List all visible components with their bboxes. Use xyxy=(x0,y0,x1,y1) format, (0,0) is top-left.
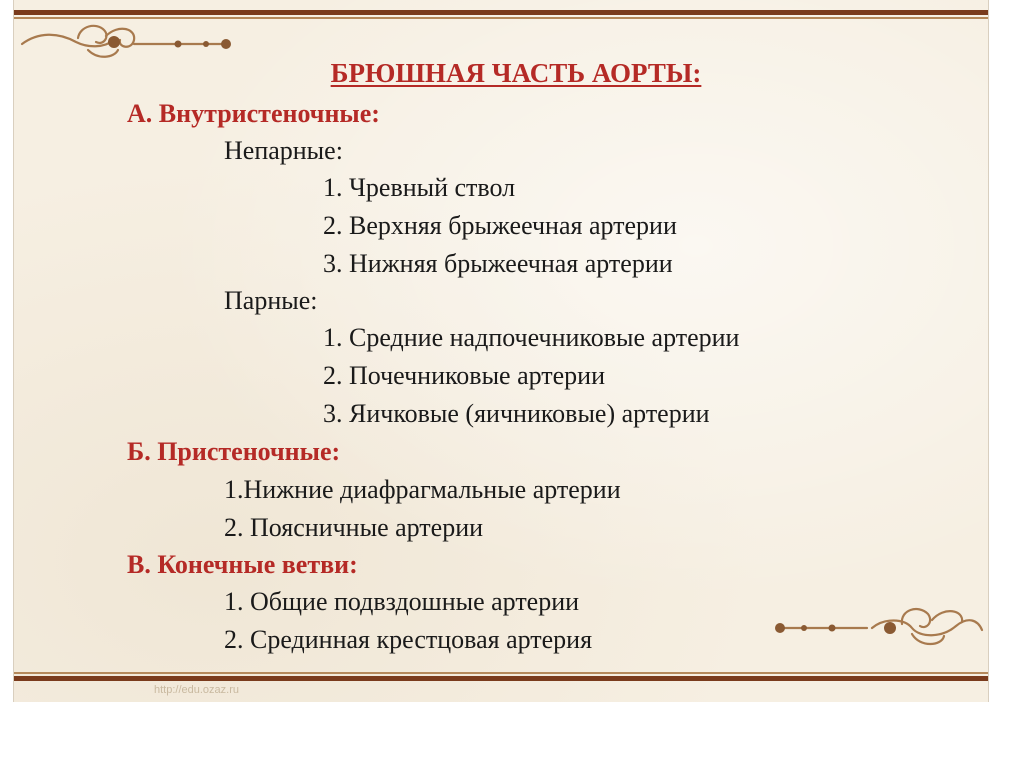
list-item: 2. Поясничные артерии xyxy=(224,513,484,542)
section-heading: А. Внутристеночные: xyxy=(127,99,380,128)
list-item: 2. Срединная крестцовая артерия xyxy=(224,625,593,654)
slide-title: БРЮШНАЯ ЧАСТЬ АОРТЫ: xyxy=(330,58,702,88)
group-label: Парные: xyxy=(224,286,318,315)
section-heading: В. Конечные ветви: xyxy=(127,550,358,579)
slide-content xyxy=(14,0,988,702)
watermark: http://edu.ozaz.ru xyxy=(154,684,239,696)
list-item: 2. Верхняя брыжеечная артерии xyxy=(323,211,677,240)
list-item: 2. Почечниковые артерии xyxy=(323,361,606,390)
slide xyxy=(13,0,989,702)
group-label: Непарные: xyxy=(224,136,343,165)
list-item: 3. Яичковые (яичниковые) артерии xyxy=(323,399,710,428)
list-item: 1. Общие подвздошные артерии xyxy=(224,587,580,616)
list-item: 1. Средние надпочечниковые артерии xyxy=(323,323,740,352)
list-item: 1.Нижние диафрагмальные артерии xyxy=(224,475,621,504)
list-item: 3. Нижняя брыжеечная артерии xyxy=(323,249,673,278)
section-heading: Б. Пристеночные: xyxy=(127,437,341,466)
list-item: 1. Чревный ствол xyxy=(323,173,516,202)
